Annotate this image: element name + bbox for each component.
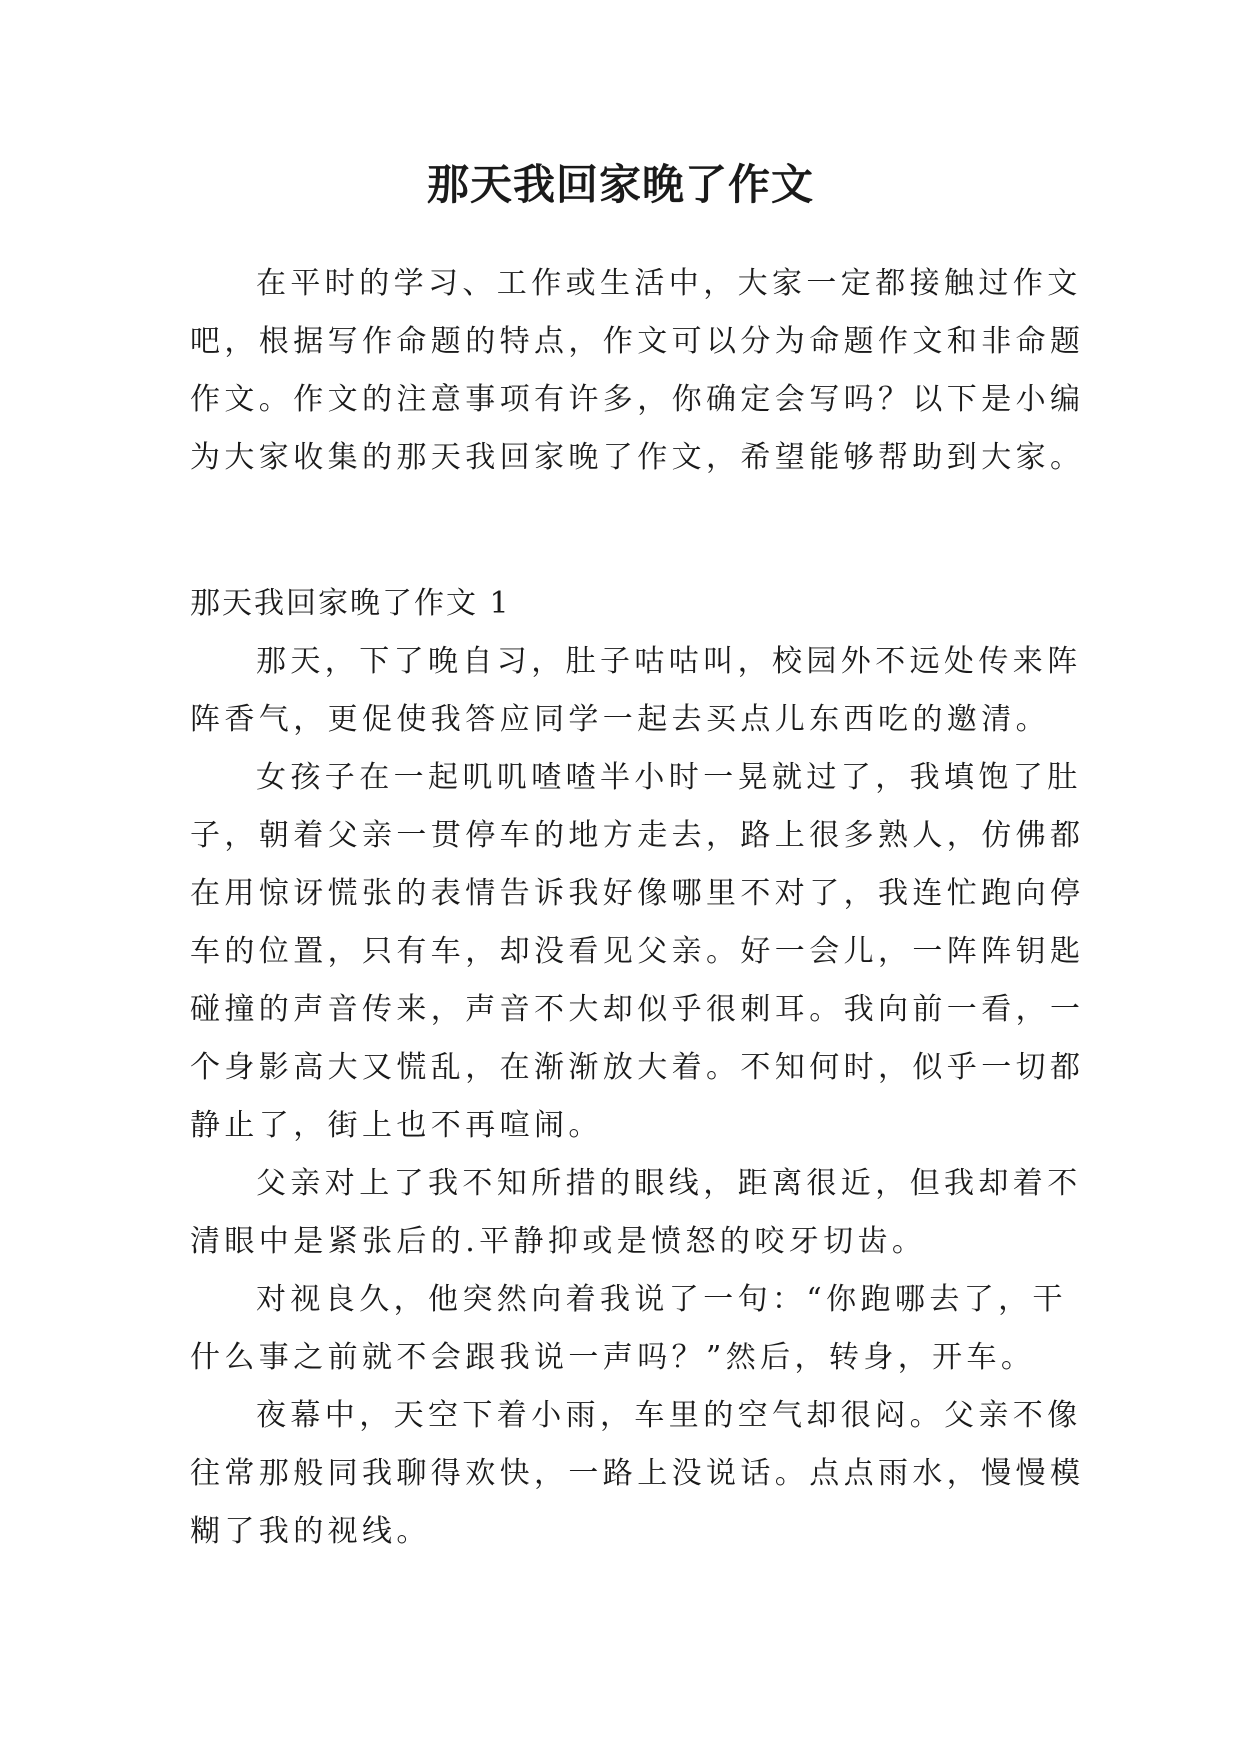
paragraph-line: 父亲对上了我不知所措的眼线，距离很近，但我却着不 — [256, 1166, 1082, 1201]
intro-paragraph — [190, 255, 1085, 487]
paragraph-line: 阵香气，更促使我答应同学一起去买点儿东西吃的邀清。 — [190, 702, 1050, 737]
paragraph-line: 夜幕中，天空下着小雨，车里的空气却很闷。父亲不像 — [256, 1398, 1082, 1433]
paragraph-line: 子，朝着父亲一贯停车的地方走去，路上很多熟人，仿佛都 — [190, 818, 1085, 853]
intro-line: 为大家收集的那天我回家晚了作文，希望能够帮助到大家。 — [190, 440, 1085, 475]
intro-line: 作文。作文的注意事项有许多，你确定会写吗？以下是小编 — [190, 382, 1085, 417]
paragraph-line: 在用惊讶慌张的表情告诉我好像哪里不对了，我连忙跑向停 — [190, 876, 1085, 911]
paragraph-line: 糊了我的视线。 — [190, 1514, 431, 1549]
section-heading: 那天我回家晚了作文 1 — [190, 586, 511, 621]
paragraph-line: 那天，下了晚自习，肚子咕咕叫，校园外不远处传来阵 — [256, 644, 1082, 679]
intro-line: 吧，根据写作命题的特点，作文可以分为命题作文和非命题 — [190, 324, 1085, 359]
body-paragraph — [190, 749, 1085, 1155]
paragraph-line: 女孩子在一起叽叽喳喳半小时一晃就过了，我填饱了肚 — [256, 760, 1082, 795]
document-title: 那天我回家晚了作文 — [426, 160, 814, 209]
paragraph-line: 静止了，街上也不再喧闹。 — [190, 1108, 603, 1143]
paragraph-line: 个身影高大又慌乱，在渐渐放大着。不知何时，似乎一切都 — [190, 1050, 1085, 1085]
paragraph-line: 往常那般同我聊得欢快，一路上没说话。点点雨水，慢慢模 — [190, 1456, 1085, 1491]
paragraph-line: 车的位置，只有车，却没看见父亲。好一会儿，一阵阵钥匙 — [190, 934, 1085, 969]
body-paragraph — [190, 1155, 1082, 1271]
paragraph-line: 清眼中是紧张后的.平静抑或是愤怒的咬牙切齿。 — [190, 1224, 927, 1259]
paragraph-line: 什么事之前就不会跟我说一声吗？”然后，转身，开车。 — [190, 1340, 1036, 1375]
body-paragraph — [190, 1387, 1085, 1561]
paragraph-line: 碰撞的声音传来，声音不大却似乎很刺耳。我向前一看，一 — [190, 992, 1085, 1027]
body-paragraph — [190, 633, 1082, 749]
paragraph-line: 对视良久，他突然向着我说了一句：“你跑哪去了，干 — [256, 1282, 1067, 1317]
body-paragraph — [190, 1271, 1070, 1387]
intro-line: 在平时的学习、工作或生活中，大家一定都接触过作文 — [256, 266, 1082, 301]
